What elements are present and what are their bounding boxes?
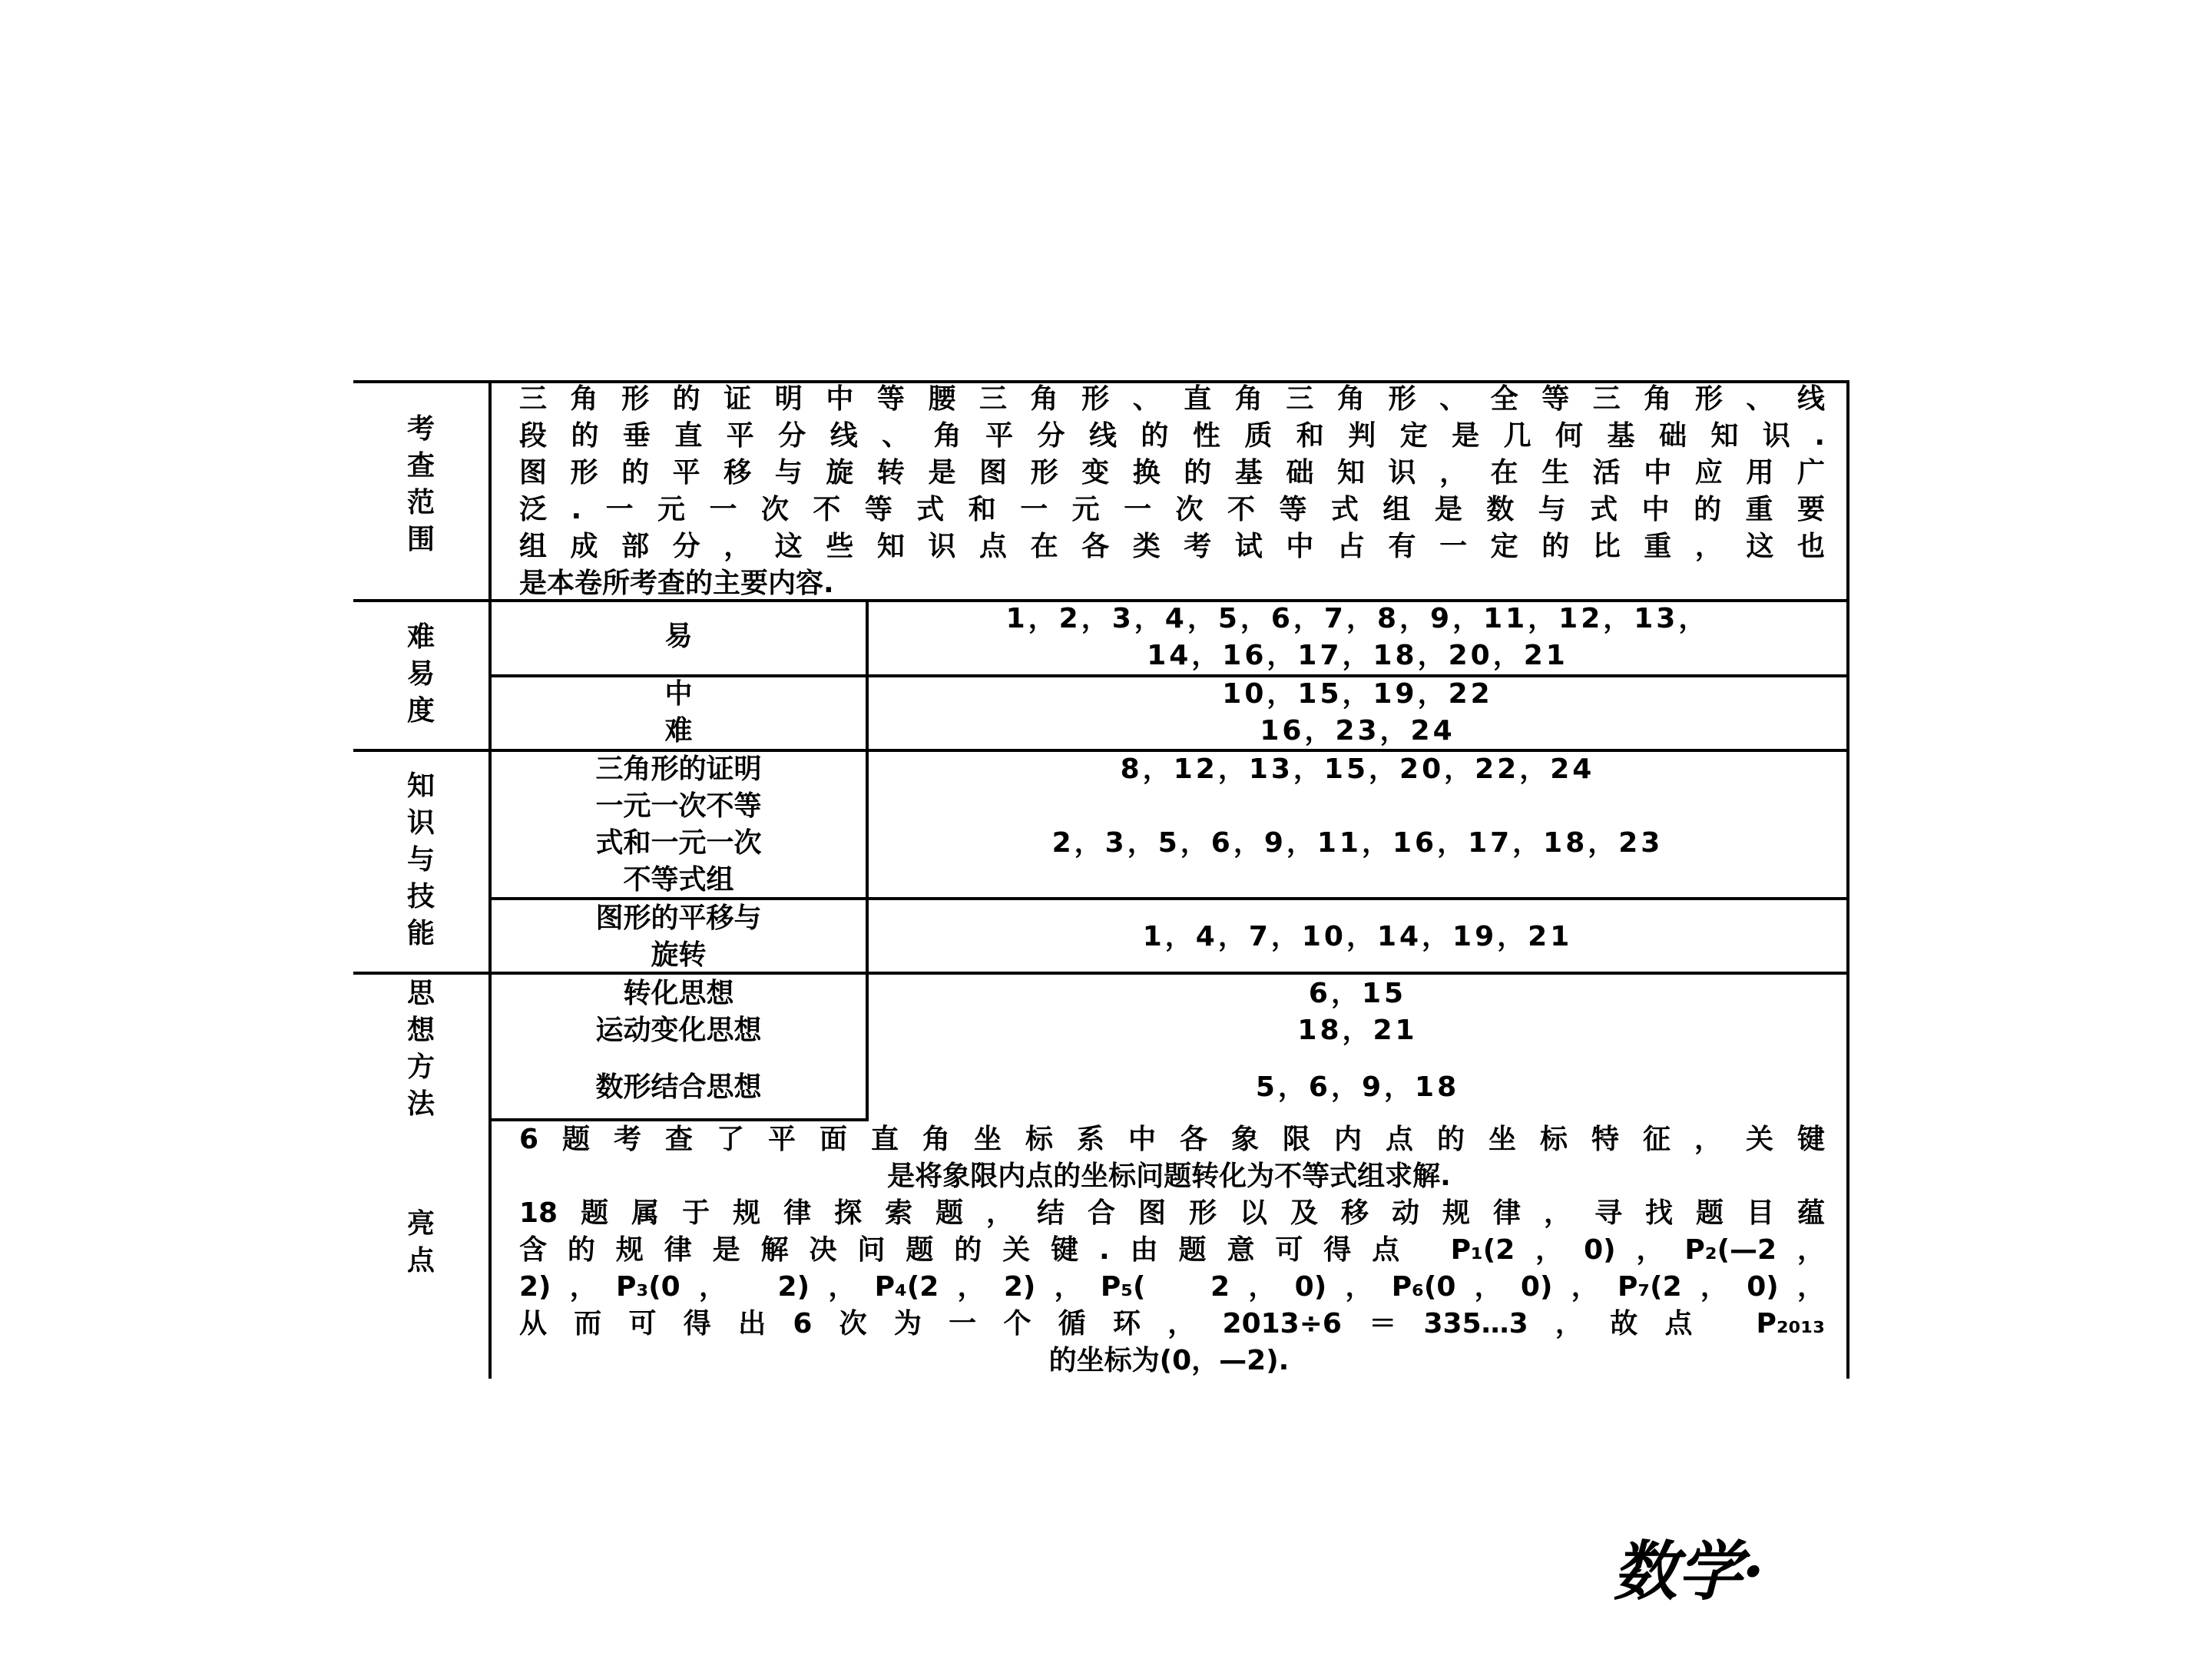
highlight-line: 的坐标为(0，—2). xyxy=(1048,1345,1290,1376)
knowledge-topic: 一元一次不等 xyxy=(595,790,762,822)
knowledge-topic: 三角形的证明 xyxy=(595,753,762,785)
section-label-scope: 考查范围 xyxy=(406,413,435,555)
table-right-border xyxy=(1846,380,1849,1379)
scope-line: 图形的平移与旋转是图形变换的基础知识，在生活中应用广 xyxy=(519,457,1825,488)
method-name: 数形结合思想 xyxy=(595,1071,762,1103)
difficulty-easy-numbers: 1，2，3，4，5，6，7，8，9，11，12，13， xyxy=(1005,603,1710,634)
method-name: 转化思想 xyxy=(623,978,734,1009)
scope-line: 段的垂直平分线、角平分线的性质和判定是几何基础知识. xyxy=(519,420,1825,452)
difficulty-medium-numbers: 10，15，19，22 xyxy=(1222,678,1493,710)
highlight-line: 从而可得出6次为一个循环，2013÷6＝335…3，故点 P₂₀₁₃ xyxy=(519,1308,1825,1339)
knowledge-numbers: 8，12，13，15，20，22，24 xyxy=(1120,753,1595,785)
scope-line: 三角形的证明中等腰三角形、直角三角形、全等三角形、线 xyxy=(519,383,1825,415)
knowledge-numbers: 1，4，7，10，14，19，21 xyxy=(1142,921,1573,952)
difficulty-hard-numbers: 16，23，24 xyxy=(1260,715,1455,747)
scope-line: 泛.一元一次不等式和一元一次不等式组是数与式中的重要 xyxy=(519,494,1825,525)
section-label-methods: 思想方法 xyxy=(406,978,435,1120)
highlight-line: 是将象限内点的坐标问题转化为不等式组求解. xyxy=(887,1161,1451,1192)
highlight-line: 2)，P₃(0， 2)，P₄(2，2)，P₅( 2，0)，P₆(0，0)，P₇(2，0)， xyxy=(519,1271,1825,1303)
knowledge-topic: 旋转 xyxy=(651,939,707,971)
knowledge-topic: 图形的平移与 xyxy=(595,902,762,934)
footer-subject-label: 数学· xyxy=(1613,1533,1765,1609)
difficulty-medium-label: 中 xyxy=(664,678,693,710)
method-name: 运动变化思想 xyxy=(595,1015,762,1046)
difficulty-easy-numbers: 14，16，17，18，20，21 xyxy=(1147,640,1568,671)
section-label-difficulty: 难易度 xyxy=(406,621,435,727)
highlight-line: 6题考查了平面直角坐标系中各象限内点的坐标特征，关键 xyxy=(519,1124,1825,1155)
difficulty-easy-label: 易 xyxy=(664,621,693,652)
method-numbers: 18，21 xyxy=(1297,1015,1418,1046)
knowledge-numbers: 2，3，5，6，9，11，16，17，18，23 xyxy=(1051,827,1664,859)
highlight-line: 含的规律是解决问题的关键.由题意可得点 P₁(2，0)，P₂(—2， xyxy=(519,1234,1825,1266)
section-label-highlights: 亮点 xyxy=(406,1208,435,1277)
method-numbers: 5，6，9，18 xyxy=(1255,1071,1460,1103)
highlight-line: 18题属于规律探索题，结合图形以及移动规律，寻找题目蕴 xyxy=(519,1197,1825,1229)
method-numbers: 6，15 xyxy=(1308,978,1407,1009)
knowledge-topic: 式和一元一次 xyxy=(595,827,762,859)
section-label-knowledge: 知识与技能 xyxy=(406,770,435,949)
scope-line: 组成部分，这些知识点在各类考试中占有一定的比重，这也 xyxy=(519,531,1825,562)
scope-line: 是本卷所考查的主要内容. xyxy=(519,568,834,599)
difficulty-hard-label: 难 xyxy=(664,715,693,747)
knowledge-topic: 不等式组 xyxy=(623,864,734,896)
